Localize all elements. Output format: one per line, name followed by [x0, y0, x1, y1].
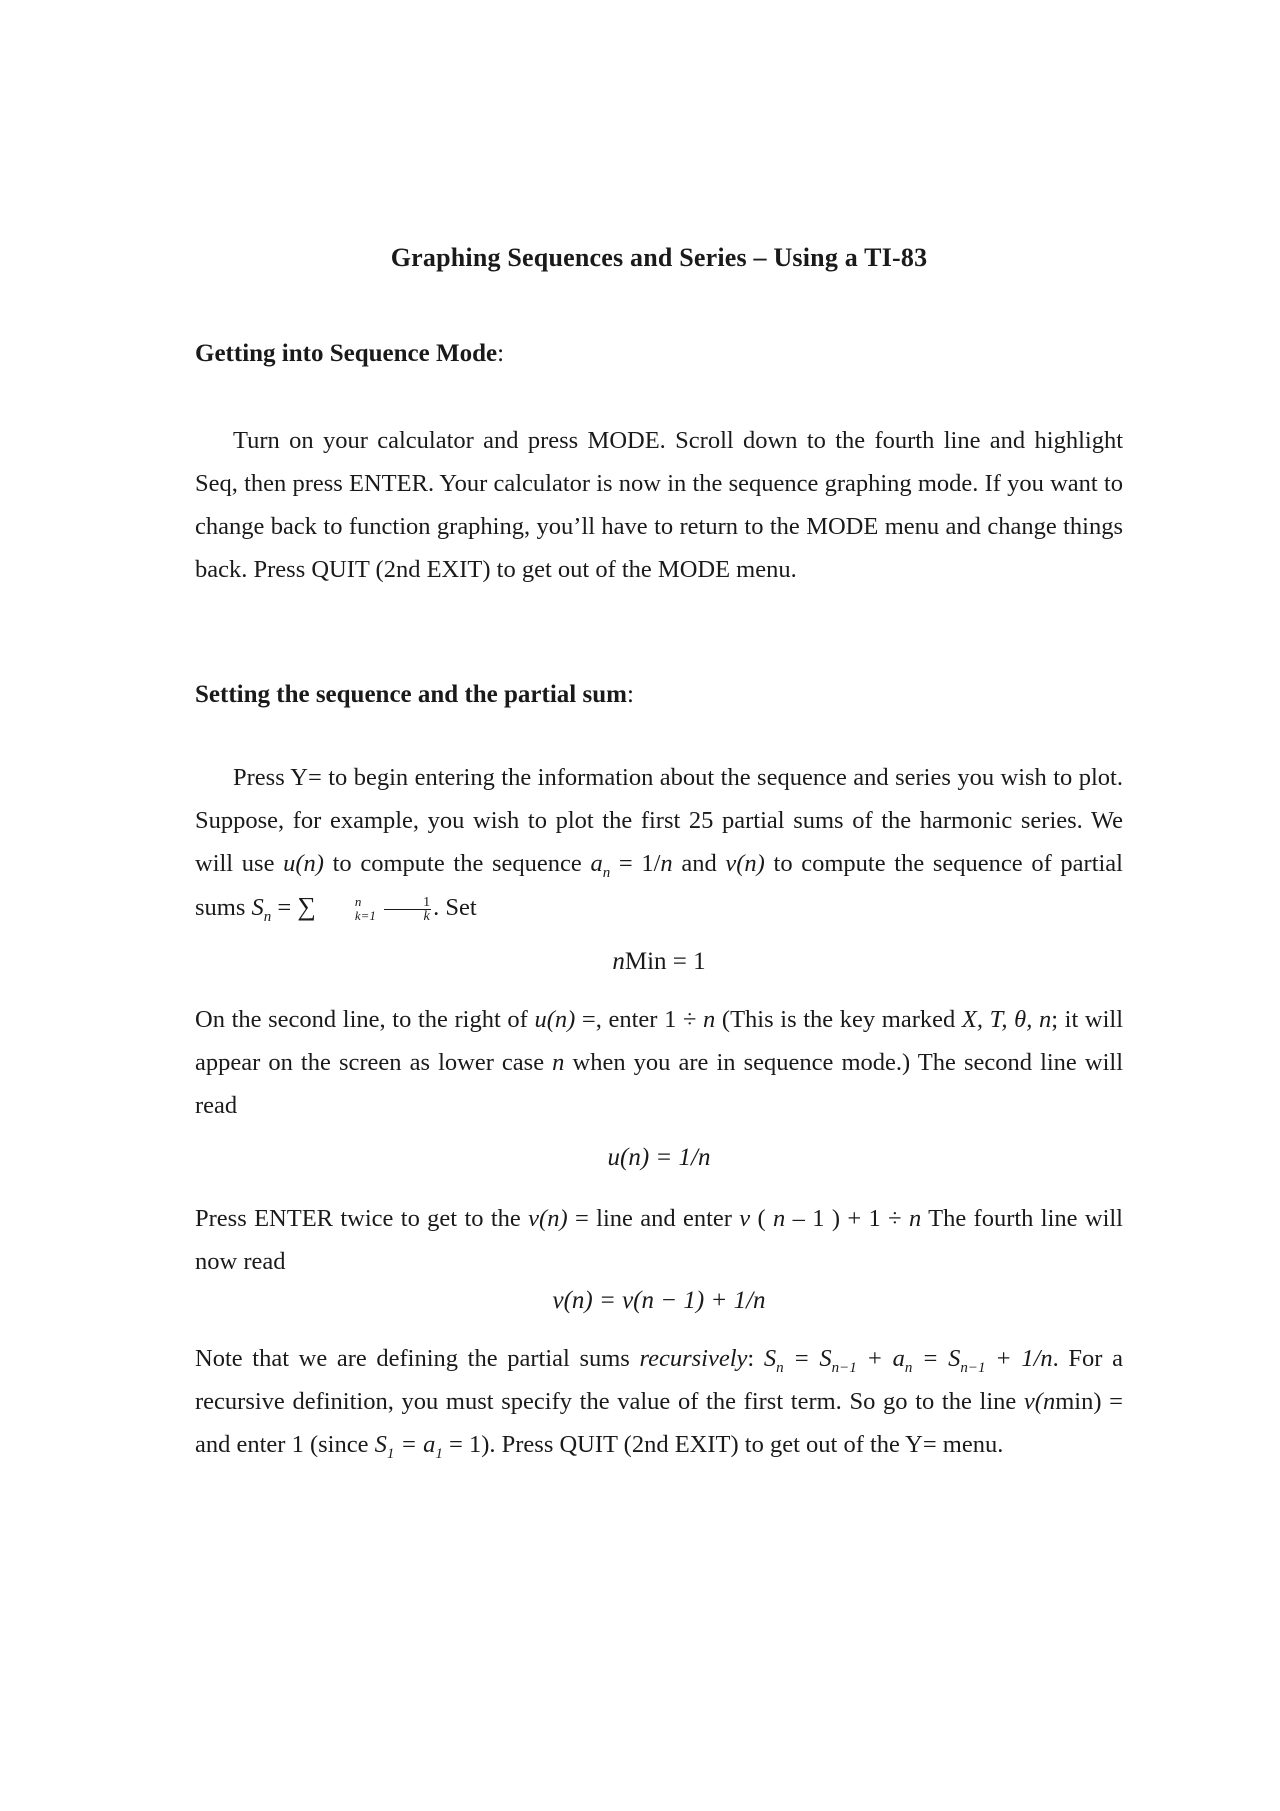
- text-run: when you are in sequence mode.) The second line will read: [195, 1049, 1123, 1119]
- emphasis-recursively: recursively: [639, 1345, 748, 1372]
- math-sub-n: n: [263, 908, 272, 925]
- math-sub-1: 1: [435, 1445, 443, 1462]
- math-v: v: [739, 1205, 751, 1232]
- text-run: ; it will appear on the screen as lower case: [195, 1006, 1124, 1076]
- sum-lower: k=1: [354, 908, 376, 924]
- text-run: =, enter 1 ÷: [575, 1006, 704, 1033]
- paragraph-y-equals: Press Y= to begin entering the information about the sequence and series you wish to plot. Suppose, for example, you wish to plot the first 25 partial sums of the harmonic series. We will use u(n) to compute the sequence $a_n = 1/n$ and v(n) to compute the sequence of partial sums $S_n$ = ∑ n k=1 $\frac{1}{k}$ . Set: [195, 764, 1123, 925]
- math-n: n: [908, 1205, 922, 1232]
- text-run: = and enter 1 (since: [195, 1388, 1123, 1458]
- math-sub-n: n: [776, 1359, 784, 1376]
- text-run: Press ENTER twice to get to the: [195, 1205, 529, 1232]
- heading-colon: :: [626, 681, 634, 708]
- display-nmin: [195, 948, 1123, 976]
- math-v-of-n: v(n): [725, 850, 765, 877]
- text-run: . Set: [433, 894, 477, 921]
- math-n: n: [552, 1049, 565, 1076]
- display-text: Min = 1: [624, 948, 706, 975]
- text-run: – 1 ) + 1 ÷: [785, 1205, 909, 1232]
- text-run: The fourth line will now read: [195, 1205, 1123, 1275]
- math-part: = S: [783, 1345, 832, 1372]
- paragraph-mode-instructions: Turn on your calculator and press MODE. Scroll down to the fourth line and highlight Seq, then press ENTER. Your calculator is now in the sequence graphing mode. If you want to change back to function graphing, you’ll have to return to the MODE menu and change things back. Press QUIT (2nd EXIT) to get out of the MODE menu.: [195, 427, 1123, 583]
- math-part: = 1: [442, 1431, 482, 1458]
- text-run: to compute the sequence of partial sums: [195, 850, 1123, 921]
- math-a: a: [590, 850, 603, 877]
- math-S-n: [251, 894, 272, 925]
- fraction-numerator: 1: [384, 896, 431, 910]
- math-n: n: [660, 850, 673, 877]
- math-s1: [374, 1431, 443, 1462]
- math-u-of-n: u(n): [283, 850, 324, 877]
- math-keys: X, T, θ, n: [961, 1006, 1052, 1033]
- text-run: (This is the key marked: [715, 1006, 962, 1033]
- heading-colon: :: [497, 340, 505, 367]
- math-S: S: [251, 894, 264, 921]
- math-S: S: [374, 1431, 387, 1458]
- text-run: ). Press QUIT (2nd EXIT) to get out of the Y= menu.: [481, 1431, 1004, 1458]
- paragraph-second-line: [195, 998, 1123, 1127]
- heading-text: Getting into Sequence Mode: [195, 340, 498, 367]
- math-S: S: [763, 1345, 777, 1372]
- text-run: Note that we are defining the partial sums: [195, 1345, 640, 1372]
- fraction-denominator: k: [423, 908, 430, 924]
- math-v-nmin: [1024, 1388, 1055, 1415]
- text-run: . For a recursive definition, you must specify the value of the first term. So go to the line: [195, 1345, 1123, 1415]
- math-sub-1: 1: [386, 1445, 395, 1462]
- paragraph-enter-twice: [195, 1197, 1123, 1283]
- sum-upper: n: [354, 894, 362, 910]
- math-part: = S: [912, 1345, 961, 1372]
- summation-icon: ∑: [297, 892, 316, 921]
- math-part: = a: [394, 1431, 436, 1458]
- text-run: :: [747, 1345, 764, 1372]
- math-sub-n: n: [602, 864, 611, 881]
- fraction: [384, 896, 431, 923]
- math-u-of-n: u(n): [534, 1006, 576, 1033]
- sum-limits: [317, 895, 376, 923]
- math-part: min): [1055, 1388, 1102, 1415]
- math-part: + 1/n: [985, 1345, 1053, 1372]
- math-sub-n: n: [904, 1359, 913, 1376]
- display-u-of-n: u(n) = 1/n: [607, 1144, 711, 1171]
- math-a-n: [590, 850, 611, 881]
- page-title: Graphing Sequences and Series – Using a TI-83: [390, 243, 928, 272]
- paragraph-recursive: [195, 1337, 1123, 1466]
- math-part: v(n: [1023, 1388, 1056, 1415]
- math-sub-n-minus-1: n−1: [960, 1359, 986, 1376]
- text-run: On the second line, to the right of: [195, 1006, 535, 1033]
- math-recursion: [763, 1345, 1053, 1376]
- display-v-of-n: v(n) = v(n − 1) + 1/n: [552, 1287, 766, 1314]
- math-sub-n-minus-1: n−1: [831, 1359, 857, 1376]
- section-heading-partial-sum: [195, 681, 634, 709]
- text-run: (: [750, 1205, 774, 1232]
- math-part: + a: [856, 1345, 905, 1372]
- text-run: = line and enter: [567, 1205, 740, 1232]
- text-run: Press Y= to begin entering the information about the sequence and series you wish to plot. Suppose, for example, you wish to plot the first 25 partial sums of the harmonic series. We will use: [195, 764, 1123, 877]
- section-heading-sequence-mode: [195, 340, 504, 368]
- math-n: n: [703, 1006, 716, 1033]
- text-run: to compute the sequence: [323, 850, 591, 877]
- math-eq: = 1/: [610, 850, 661, 877]
- math-n: n: [612, 948, 625, 975]
- math-v-of-n: v(n): [528, 1205, 568, 1232]
- math-n: n: [773, 1205, 786, 1232]
- heading-text: Setting the sequence and the partial sum: [195, 681, 627, 708]
- text-run: and: [672, 850, 726, 877]
